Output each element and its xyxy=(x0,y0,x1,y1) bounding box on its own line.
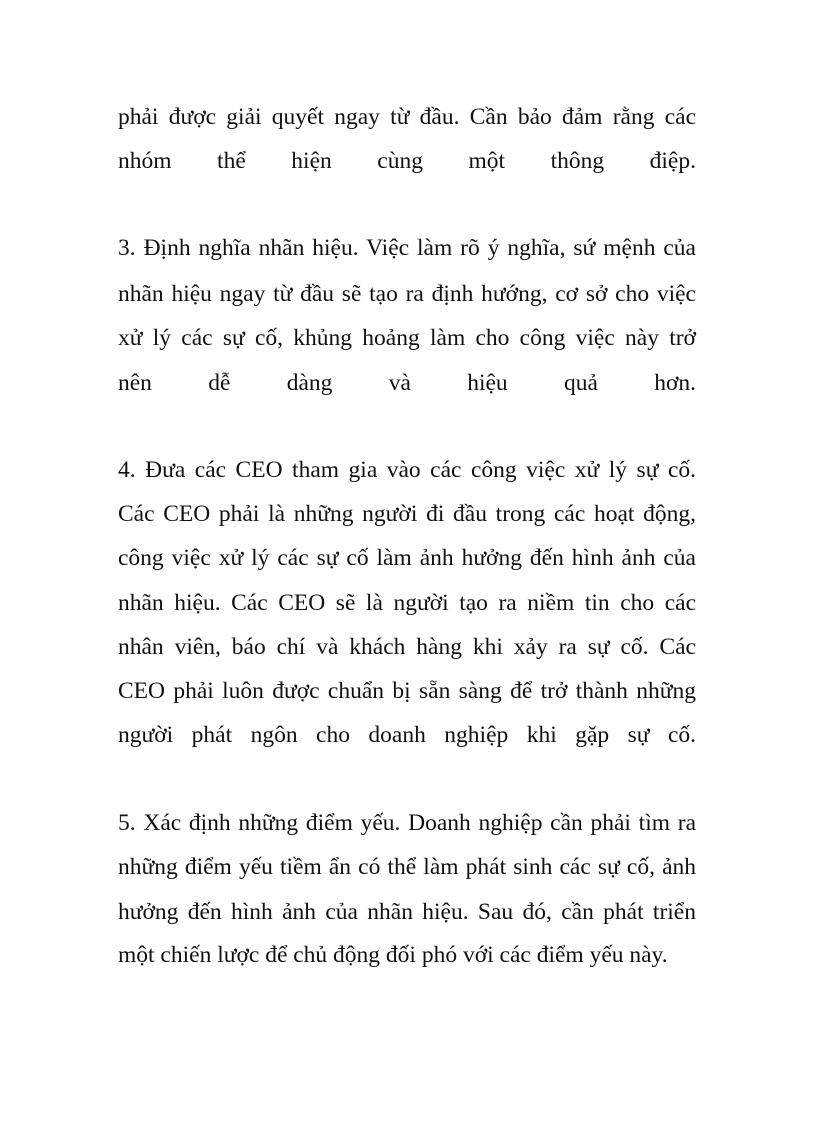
paragraph-3-line-7: người phát ngôn cho doanh nghiệp khi gặp sự cố. xyxy=(118,722,696,748)
paragraph-3-line-6: CEO phải luôn được chuẩn bị sẵn sàng để trở thành những xyxy=(118,678,696,704)
paragraph-2-line-4: nên dễ dàng và hiệu quả hơn. xyxy=(118,370,696,396)
paragraph-4-line-4: một chiến lược để chủ động đối phó với các điểm yếu này. xyxy=(118,942,668,968)
paragraph-3-line-2: Các CEO phải là những người đi đầu trong các hoạt động, xyxy=(118,501,696,527)
paragraph-1-line-2: nhóm thể hiện cùng một thông điệp. xyxy=(118,148,696,174)
paragraph-3-line-4: nhãn hiệu. Các CEO sẽ là người tạo ra niềm tin cho các xyxy=(118,590,696,616)
paragraph-1-line-1: phải được giải quyết ngay từ đầu. Cần bảo đảm rằng các xyxy=(118,104,696,130)
paragraph-4-line-2: những điểm yếu tiềm ẩn có thể làm phát sinh các sự cố, ảnh xyxy=(118,854,696,880)
paragraph-2-line-3: xử lý các sự cố, khủng hoảng làm cho công việc này trở xyxy=(118,325,696,351)
paragraph-4-line-1: 5. Xác định những điểm yếu. Doanh nghiệp cần phải tìm ra xyxy=(118,810,696,836)
paragraph-3-line-5: nhân viên, báo chí và khách hàng khi xảy ra sự cố. Các xyxy=(118,634,696,660)
paragraph-2-line-2: nhãn hiệu ngay từ đầu sẽ tạo ra định hướng, cơ sở cho việc xyxy=(118,281,696,307)
paragraph-3-line-3: công việc xử lý các sự cố làm ảnh hưởng đến hình ảnh của xyxy=(118,545,696,571)
paragraph-3-line-1: 4. Đưa các CEO tham gia vào các công việc xử lý sự cố. xyxy=(118,457,696,483)
paragraph-2-line-1: 3. Định nghĩa nhãn hiệu. Việc làm rõ ý nghĩa, sứ mệnh của xyxy=(118,235,696,261)
paragraph-4-line-3: hưởng đến hình ảnh của nhãn hiệu. Sau đó, cần phát triển xyxy=(118,899,696,925)
